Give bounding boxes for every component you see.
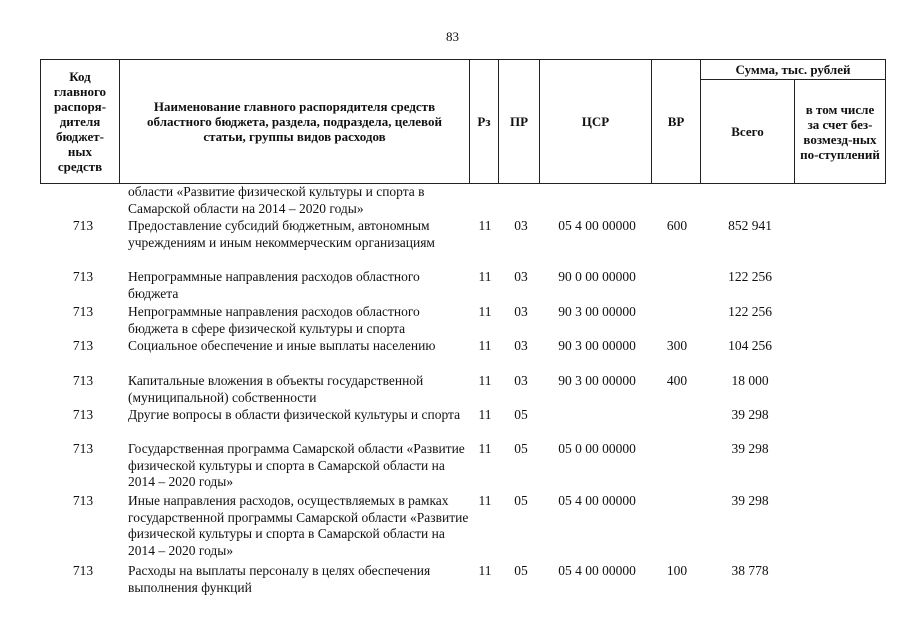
row-kod: 713 bbox=[72, 441, 94, 456]
row-total: 104 256 bbox=[728, 338, 772, 353]
header-kod-label: Код главного распоря-дителя бюджет-ных средств bbox=[53, 69, 107, 174]
row-rz: 11 bbox=[478, 441, 492, 456]
row-pr: 05 bbox=[514, 563, 528, 578]
row-vr: 300 bbox=[666, 338, 688, 353]
row-kod: 713 bbox=[72, 373, 94, 388]
header-name-label: Наименование главного распорядителя средств областного бюджета, раздела, подраздела, целевой статьи, группы видов расходов bbox=[147, 99, 442, 144]
row-rz: 11 bbox=[478, 493, 492, 508]
row-kod: 713 bbox=[72, 493, 94, 508]
row-total: 39 298 bbox=[731, 441, 769, 456]
header-vr-label: ВР bbox=[667, 114, 685, 129]
row-name: Непрограммные направления расходов областного бюджета bbox=[128, 269, 420, 301]
row-total: 18 000 bbox=[731, 373, 769, 388]
row-kod: 713 bbox=[72, 218, 94, 233]
row-csr: 90 0 00 00000 bbox=[558, 269, 636, 284]
row-rz: 11 bbox=[478, 338, 492, 353]
row-total: 39 298 bbox=[731, 493, 769, 508]
row-rz: 11 bbox=[478, 304, 492, 319]
row-pr: 05 bbox=[514, 441, 528, 456]
header-rz-label: Рз bbox=[477, 114, 491, 129]
row-pr: 05 bbox=[514, 493, 528, 508]
row-vr: 100 bbox=[666, 563, 688, 578]
row-kod: 713 bbox=[72, 338, 94, 353]
page-number: 83 bbox=[446, 29, 459, 44]
row-rz: 11 bbox=[478, 563, 492, 578]
row-rz: 11 bbox=[478, 373, 492, 388]
header-rz bbox=[469, 59, 499, 184]
row-name: Иные направления расходов, осуществляемых в рамках государственной программы Самарской области «Развитие физической культуры и спорта в Самарской области на 2014 – 2020 годы» bbox=[128, 493, 469, 558]
row-rz: 11 bbox=[478, 218, 492, 233]
row-pr: 03 bbox=[514, 269, 528, 284]
row-total: 38 778 bbox=[731, 563, 769, 578]
row-csr: 05 0 00 00000 bbox=[558, 441, 636, 456]
row-pr: 03 bbox=[514, 373, 528, 388]
row-vr: 600 bbox=[666, 218, 688, 233]
row-name: Предоставление субсидий бюджетным, автономным учреждениям и иным некоммерческим организациям bbox=[128, 218, 435, 250]
row-total: 122 256 bbox=[728, 269, 772, 284]
header-csr-label: ЦСР bbox=[581, 114, 610, 129]
row-name: области «Развитие физической культуры и спорта в Самарской области на 2014 – 2020 годы» bbox=[128, 184, 425, 216]
row-vr: 400 bbox=[666, 373, 688, 388]
row-kod: 713 bbox=[72, 407, 94, 422]
row-name: Государственная программа Самарской области «Развитие физической культуры и спорта в Самарской области на 2014 – 2020 годы» bbox=[128, 441, 465, 489]
row-csr: 90 3 00 00000 bbox=[558, 338, 636, 353]
row-kod: 713 bbox=[72, 304, 94, 319]
row-csr: 05 4 00 00000 bbox=[558, 563, 636, 578]
row-csr: 90 3 00 00000 bbox=[558, 304, 636, 319]
header-csr bbox=[539, 59, 652, 184]
header-kod bbox=[40, 59, 120, 184]
row-csr: 05 4 00 00000 bbox=[558, 493, 636, 508]
header-total-label: Всего bbox=[731, 124, 764, 139]
row-csr: 90 3 00 00000 bbox=[558, 373, 636, 388]
row-kod: 713 bbox=[72, 563, 94, 578]
row-csr: 05 4 00 00000 bbox=[558, 218, 636, 233]
row-name: Другие вопросы в области физической культуры и спорта bbox=[128, 407, 461, 422]
header-total bbox=[700, 79, 795, 184]
row-total: 39 298 bbox=[731, 407, 769, 422]
header-free-label: в том числе за счет без-возмезд-ных по-ступлений bbox=[800, 101, 880, 162]
header-pr bbox=[498, 59, 540, 184]
header-pr-label: ПР bbox=[509, 114, 529, 129]
row-pr: 03 bbox=[514, 218, 528, 233]
row-name: Непрограммные направления расходов областного бюджета в сфере физической культуры и спорта bbox=[128, 304, 420, 336]
row-name: Социальное обеспечение и иные выплаты населению bbox=[128, 338, 436, 353]
row-pr: 05 bbox=[514, 407, 528, 422]
row-kod: 713 bbox=[72, 269, 94, 284]
row-total: 852 941 bbox=[728, 218, 772, 233]
row-total: 122 256 bbox=[728, 304, 772, 319]
row-pr: 03 bbox=[514, 304, 528, 319]
row-name: Капитальные вложения в объекты государственной (муниципальной) собственности bbox=[128, 373, 424, 405]
header-free bbox=[794, 79, 886, 184]
row-rz: 11 bbox=[478, 269, 492, 284]
header-sum-group-label: Сумма, тыс. рублей bbox=[735, 62, 851, 77]
header-vr bbox=[651, 59, 701, 184]
header-name bbox=[119, 59, 470, 184]
row-rz: 11 bbox=[478, 407, 492, 422]
row-pr: 03 bbox=[514, 338, 528, 353]
header-sum-group bbox=[700, 59, 886, 80]
row-name: Расходы на выплаты персоналу в целях обеспечения выполнения функций bbox=[128, 563, 431, 595]
